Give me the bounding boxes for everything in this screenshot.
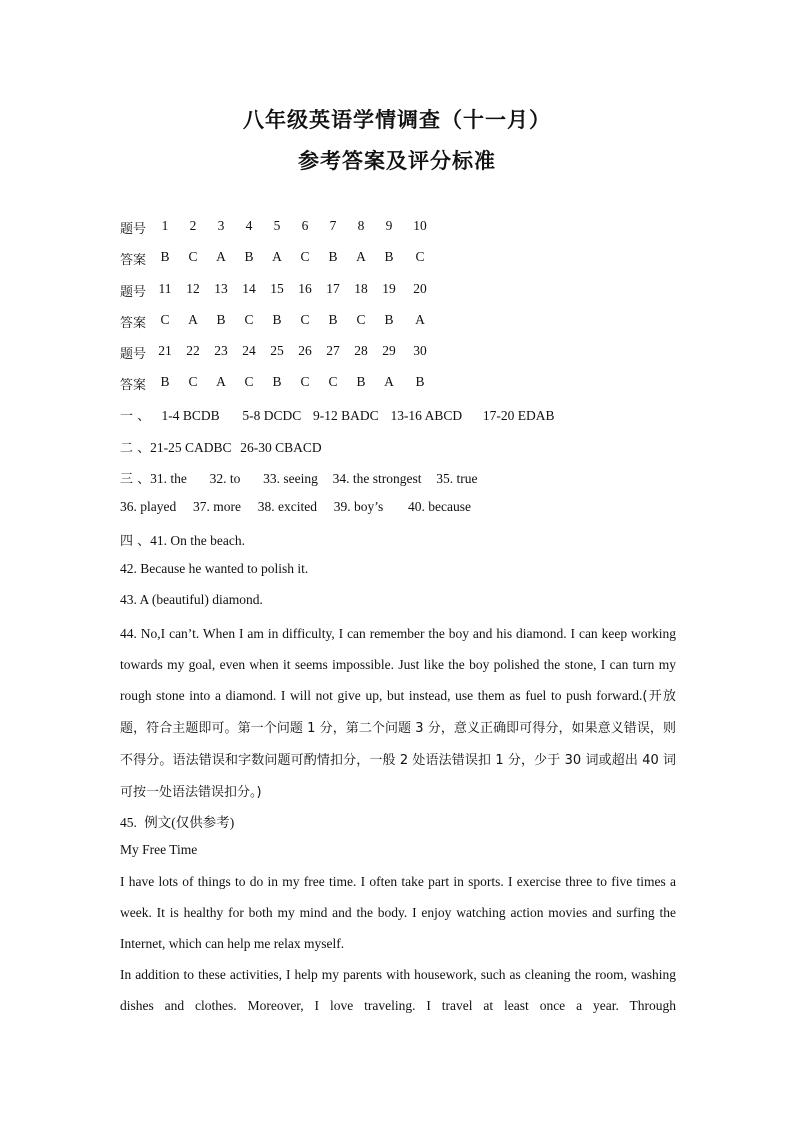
question-number-cell: 18	[354, 281, 368, 296]
sample-essay-label: 例文(仅供参考)	[144, 815, 235, 830]
question-number-cell: 9	[385, 218, 393, 233]
question-number-cell: 30	[413, 343, 427, 358]
section-4-number: 四 、	[120, 534, 151, 549]
question-number-cell: 21	[158, 343, 172, 358]
answer-item: 33. seeing	[263, 471, 318, 486]
question-number-cell: 13	[214, 281, 228, 296]
answer-cell: C	[244, 312, 254, 327]
answer-cell: B	[272, 312, 282, 327]
row-label: 题号	[120, 222, 147, 237]
answer-item: 39. boy’s	[333, 499, 384, 514]
answer-cell: C	[356, 312, 366, 327]
answer-41: 41. On the beach.	[150, 533, 245, 548]
answer-group: 26-30 CBACD	[240, 440, 322, 455]
question-number-cell: 29	[382, 343, 396, 358]
answer-cell: B	[356, 374, 366, 389]
question-number-cell: 3	[217, 218, 225, 233]
answer-cell: B	[272, 374, 282, 389]
answer-row	[120, 374, 460, 394]
question-45-heading	[120, 811, 234, 831]
answer-44-english: 44. No,I can’t. When I am in difficulty, I can remember the boy and his diamond. I can keep working towards my goal, even when it seems impossible. Just like the boy polished the stone, I can turn my rough stone into a diamond. I will not give up, but instead, use them as fuel to push forward.	[120, 626, 676, 703]
question-number-row	[120, 218, 460, 238]
question-number-cell: 4	[245, 218, 253, 233]
essay-title: My Free Time	[120, 842, 198, 857]
question-number-cell: 14	[242, 281, 256, 296]
row-label: 答案	[120, 316, 147, 331]
answer-cell: A	[415, 312, 425, 327]
section-2-line	[120, 437, 322, 456]
answer-cell: B	[160, 374, 170, 389]
row-label: 答案	[120, 253, 147, 268]
answer-cell: C	[160, 312, 170, 327]
answer-42: 42. Because he wanted to polish it.	[120, 561, 309, 576]
question-number-cell: 10	[413, 218, 427, 233]
question-number-cell: 22	[186, 343, 200, 358]
answer-cell: B	[328, 312, 338, 327]
answer-group: 1-4 BCDB	[161, 408, 220, 423]
answer-group: 5-8 DCDC	[242, 408, 302, 423]
question-number-cell: 11	[158, 281, 172, 296]
question-number-cell: 16	[298, 281, 312, 296]
answer-item: 35. true	[436, 471, 478, 486]
answer-item: 38. excited	[257, 499, 317, 514]
answer-item: 32. to	[209, 471, 241, 486]
section-1-line	[120, 405, 554, 424]
question-number-cell: 23	[214, 343, 228, 358]
answer-cell: B	[216, 312, 226, 327]
question-number-cell: 26	[298, 343, 312, 358]
answer-row	[120, 249, 460, 269]
answer-item: 36. played	[120, 499, 177, 514]
answer-cell: A	[188, 312, 198, 327]
section-3-number: 三 、	[120, 472, 151, 487]
question-number-cell: 17	[326, 281, 340, 296]
question-number-cell: 2	[189, 218, 197, 233]
answer-row	[120, 312, 460, 332]
answer-cell: A	[384, 374, 394, 389]
question-number-cell: 6	[301, 218, 309, 233]
answer-cell: C	[300, 312, 310, 327]
scoring-note: (开放题，符合主题即可。第一个问题 1 分，第二个问题 3 分，意义正确即可得分，如果意义错误，则不得分。语法错误和字数问题可酌情扣分，一般 2 处语法错误扣 1 分，少于 30 词或超出 40 词可按一处语法错误扣分。)	[120, 689, 676, 800]
question-number-row	[120, 281, 460, 301]
page-title: 八年级英语学情调查（十一月）	[243, 107, 551, 132]
question-number-cell: 8	[357, 218, 365, 233]
answer-item: 34. the strongest	[332, 471, 422, 486]
question-number-cell: 19	[382, 281, 396, 296]
question-number-cell: 20	[413, 281, 427, 296]
section-1-number: 一 、	[120, 409, 151, 424]
answer-cell: A	[216, 374, 226, 389]
answer-item: 31. the	[150, 471, 187, 486]
answer-cell: C	[300, 249, 310, 264]
answer-cell: B	[160, 249, 170, 264]
answer-cell: B	[328, 249, 338, 264]
answer-group: 17-20 EDAB	[482, 408, 555, 423]
question-number-cell: 24	[242, 343, 256, 358]
question-45-number: 45.	[120, 815, 137, 830]
answer-cell: C	[300, 374, 310, 389]
answer-cell: C	[415, 249, 425, 264]
section-2-number: 二 、	[120, 441, 151, 456]
answer-group: 13-16 ABCD	[390, 408, 463, 423]
answer-cell: A	[356, 249, 366, 264]
question-number-cell: 28	[354, 343, 368, 358]
question-number-cell: 7	[329, 218, 337, 233]
section-4-line	[120, 530, 245, 549]
question-number-cell: 5	[273, 218, 281, 233]
answer-cell: B	[244, 249, 254, 264]
answer-item: 37. more	[193, 499, 241, 514]
answer-cell: B	[384, 312, 394, 327]
question-number-cell: 1	[161, 218, 169, 233]
row-label: 答案	[120, 378, 147, 393]
answer-cell: C	[244, 374, 254, 389]
answer-cell: C	[188, 374, 198, 389]
answer-group: 9-12 BADC	[313, 408, 379, 423]
answer-cell: B	[384, 249, 394, 264]
essay-paragraph-1: I have lots of things to do in my free time. I often take part in sports. I exercise three to five times a week. It is healthy for both my mind and the body. I enjoy watching action movies and surfing the Internet, which can help me relax myself.	[120, 874, 676, 951]
answer-44	[120, 618, 676, 808]
essay-paragraph-2: In addition to these activities, I help my parents with housework, such as cleaning the room, washing dishes and clothes. Moreover, I love traveling. I travel at least once a year. Through	[120, 967, 676, 1013]
answer-cell: A	[216, 249, 226, 264]
question-number-cell: 25	[270, 343, 284, 358]
question-number-cell: 15	[270, 281, 284, 296]
answer-cell: A	[272, 249, 282, 264]
page-subtitle: 参考答案及评分标准	[298, 148, 496, 173]
answer-cell: C	[188, 249, 198, 264]
row-label: 题号	[120, 347, 147, 362]
question-number-cell: 12	[186, 281, 200, 296]
answer-43: 43. A (beautiful) diamond.	[120, 592, 263, 607]
answer-group: 21-25 CADBC	[150, 440, 232, 455]
answer-item: 40. because	[408, 499, 471, 514]
section-3-line-2	[120, 499, 471, 515]
section-3-line	[120, 468, 478, 487]
row-label: 题号	[120, 285, 147, 300]
question-number-row	[120, 343, 460, 363]
question-number-cell: 27	[326, 343, 340, 358]
answer-cell: B	[415, 374, 425, 389]
answer-cell: C	[328, 374, 338, 389]
